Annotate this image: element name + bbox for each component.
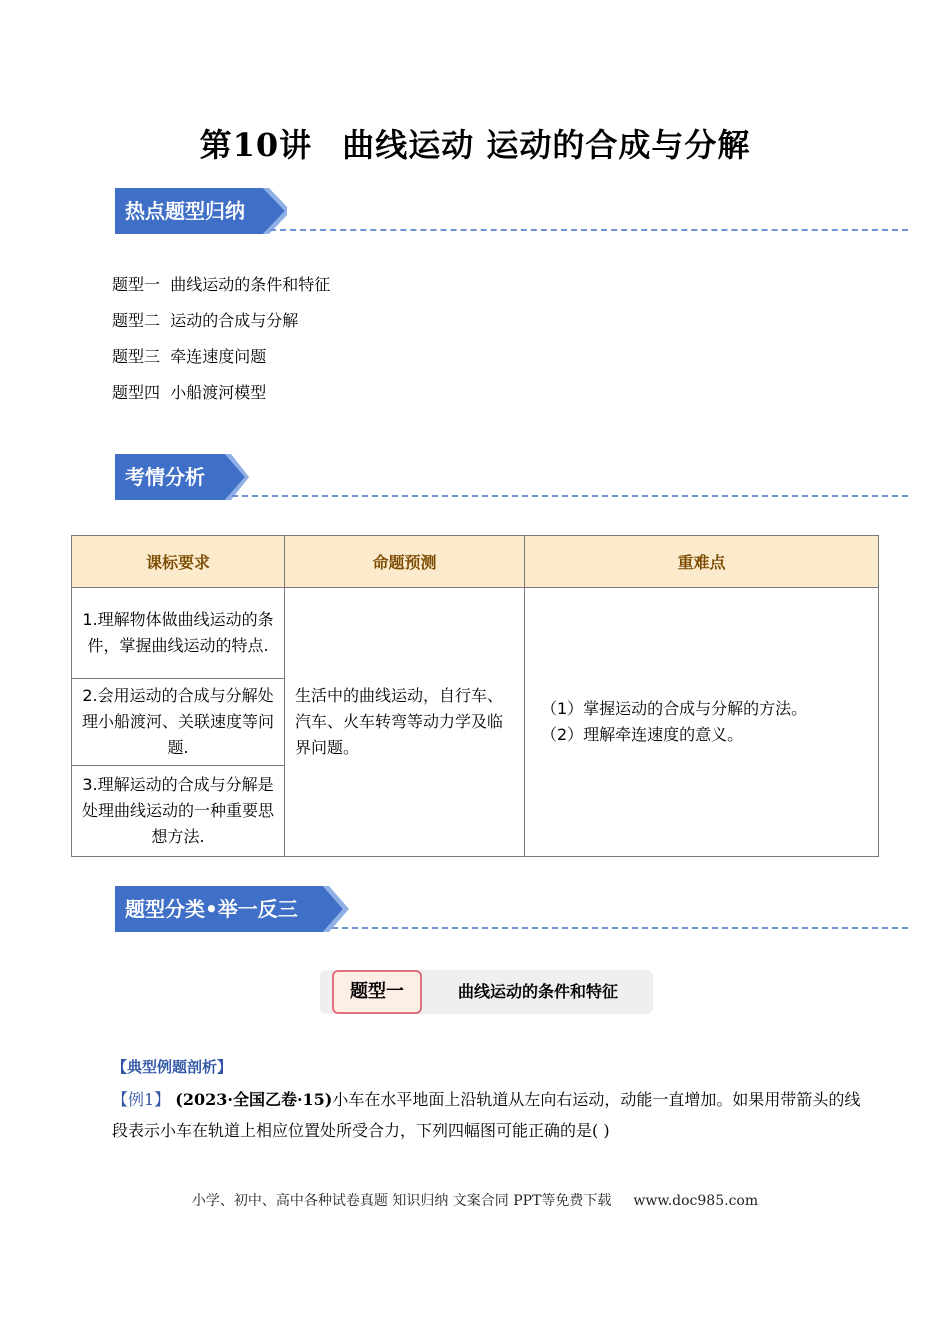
type-tag-label: 题型一 (332, 970, 422, 1014)
section-title-classify: 题型分类•举一反三 (125, 897, 298, 921)
footer-text: 小学、初中、高中各种试卷真题 知识归纳 文案合同 PPT等免费下载 (191, 1193, 612, 1209)
example-text: 小车在水平地面上沿轨道从左向右运动，动能一直增加。如果用带箭头的线段表示小车在轨道上相应位置处所受合力，下列四幅图可能正确的是( ) (112, 1090, 861, 1140)
table-header: 命题预测 (285, 536, 525, 588)
section-banner-analysis (115, 454, 249, 500)
section-title-hot: 热点题型归纳 (125, 199, 245, 223)
analysis-table (71, 535, 879, 857)
toc-item (112, 272, 330, 308)
requirement-cell: 1.理解物体做曲线运动的条件，掌握曲线运动的特点. (72, 588, 285, 679)
toc-text: 运动的合成与分解 (170, 311, 299, 330)
table-header: 课标要求 (72, 536, 285, 588)
table-row (72, 588, 879, 679)
section-banner-classify (115, 886, 349, 932)
section-banner-hot (115, 188, 287, 234)
topic-list (112, 272, 330, 416)
section-divider (270, 229, 908, 231)
section-divider (232, 495, 908, 497)
page-title (0, 120, 950, 166)
key-point: （2）理解牵连速度的意义。 (541, 725, 744, 744)
example-question (112, 1084, 864, 1146)
footer (0, 1190, 950, 1210)
section-divider (332, 927, 908, 929)
table-header-row (72, 536, 879, 588)
type-tag (320, 970, 653, 1014)
toc-item (112, 344, 330, 380)
toc-label: 题型一 (112, 275, 161, 294)
typical-example-heading: 【典型例题剖析】 (112, 1058, 233, 1076)
type-tag-name: 曲线运动的条件和特征 (458, 982, 619, 1001)
toc-item (112, 380, 330, 416)
toc-text: 小船渡河模型 (170, 383, 267, 402)
footer-url[interactable]: www.doc985.com (633, 1193, 759, 1209)
table-header: 重难点 (525, 536, 879, 588)
requirement-cell: 3.理解运动的合成与分解是处理曲线运动的一种重要思想方法. (72, 766, 285, 857)
section-title-analysis: 考情分析 (125, 465, 205, 489)
toc-label: 题型二 (112, 311, 161, 330)
toc-label: 题型四 (112, 383, 161, 402)
toc-item (112, 308, 330, 344)
toc-label: 题型三 (112, 347, 161, 366)
example-label: 【例1】 (112, 1090, 171, 1109)
toc-text: 曲线运动的条件和特征 (170, 275, 331, 294)
key-point: （1）掌握运动的合成与分解的方法。 (541, 699, 808, 718)
key-points-cell (525, 588, 879, 857)
lecture-topic: 曲线运动 运动的合成与分解 (342, 126, 751, 164)
lecture-number: 第10讲 (199, 126, 313, 164)
example-source: (2023·全国乙卷·15) (175, 1090, 333, 1109)
prediction-cell: 生活中的曲线运动，自行车、汽车、火车转弯等动力学及临界问题。 (285, 588, 525, 857)
toc-text: 牵连速度问题 (170, 347, 267, 366)
requirement-cell: 2.会用运动的合成与分解处理小船渡河、关联速度等问题. (72, 679, 285, 766)
